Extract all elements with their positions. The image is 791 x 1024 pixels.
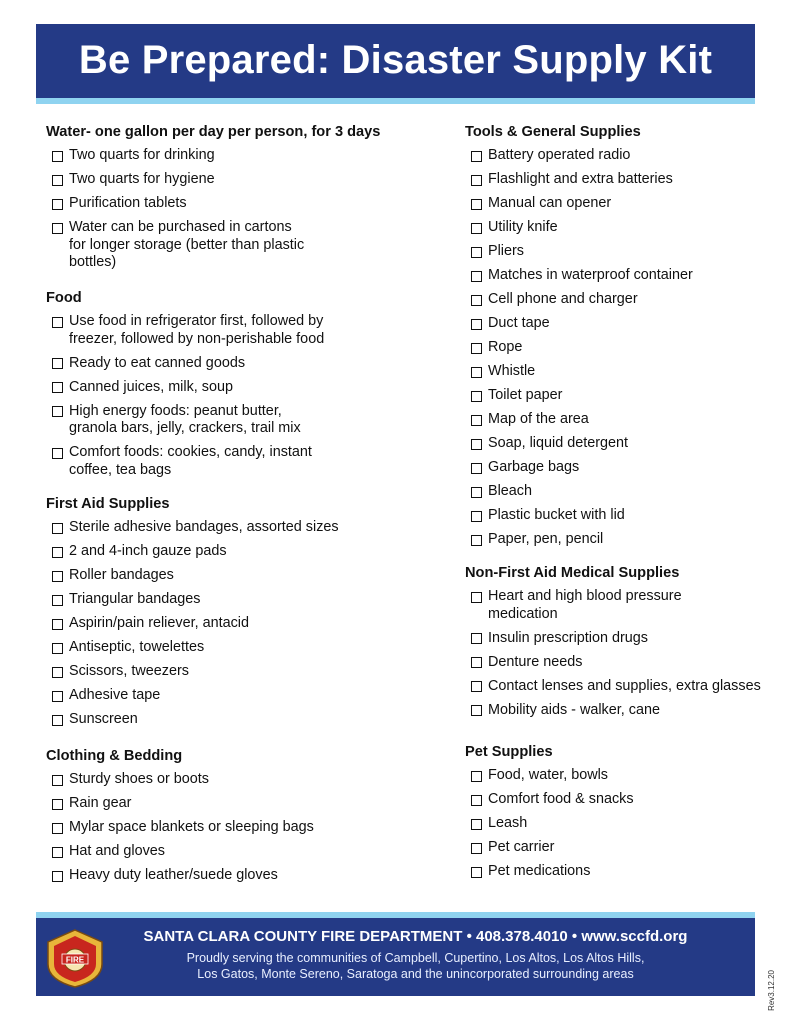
checkbox[interactable] (471, 199, 482, 210)
section-tools-general (465, 124, 765, 555)
checklist-item (46, 195, 436, 213)
item-label: Purification tablets (69, 195, 187, 211)
item-label: Cell phone and charger (488, 291, 638, 307)
checkbox[interactable] (471, 151, 482, 162)
checklist-item (465, 339, 765, 357)
item-label: Garbage bags (488, 459, 580, 475)
checkbox[interactable] (52, 715, 63, 726)
checkbox[interactable] (471, 633, 482, 644)
item-label: Scissors, tweezers (69, 663, 189, 679)
checklist (465, 147, 765, 549)
checkbox[interactable] (52, 547, 63, 558)
checkbox[interactable] (471, 705, 482, 716)
item-label: Aspirin/pain reliever, antacid (69, 615, 249, 631)
checklist (465, 588, 765, 719)
checkbox[interactable] (52, 823, 63, 834)
checkbox[interactable] (471, 319, 482, 330)
checklist (46, 147, 436, 272)
item-label: Leash (488, 815, 528, 831)
section-pet-supplies (465, 744, 765, 887)
checklist-item (46, 687, 436, 705)
checklist-item (465, 483, 765, 501)
checkbox[interactable] (52, 406, 63, 417)
checklist-item (46, 795, 436, 813)
checklist-item (465, 815, 765, 833)
section-title: Water- one gallon per day per person, for 3 days (46, 124, 381, 140)
section-title: Clothing & Bedding (46, 748, 183, 764)
checkbox[interactable] (471, 271, 482, 282)
checkbox[interactable] (471, 843, 482, 854)
item-label: Duct tape (488, 315, 550, 331)
item-label: Contact lenses and supplies, extra glasses (488, 677, 761, 694)
checklist-item (465, 531, 765, 549)
item-label: Map of the area (488, 411, 589, 427)
section-water (46, 124, 436, 278)
item-label: Two quarts for drinking (69, 147, 215, 163)
checklist-item (465, 654, 765, 672)
checkbox[interactable] (471, 415, 482, 426)
item-label: Sturdy shoes or boots (69, 771, 209, 787)
item-label: Heart and high blood pressure medication (488, 588, 682, 622)
item-label: Hat and gloves (69, 843, 165, 859)
section-title: First Aid Supplies (46, 496, 170, 512)
checklist (46, 771, 436, 885)
item-label: Utility knife (488, 219, 558, 235)
checkbox[interactable] (52, 847, 63, 858)
checkbox[interactable] (52, 691, 63, 702)
page-footer (36, 912, 755, 996)
page-header (36, 24, 755, 104)
item-label: Roller bandages (69, 567, 174, 583)
checklist-item (465, 267, 765, 285)
checklist-item (465, 791, 765, 809)
footer-accent-stripe (36, 912, 755, 918)
checklist (46, 313, 436, 479)
section-clothing-bedding (46, 748, 436, 891)
checkbox[interactable] (471, 247, 482, 258)
checklist-item (465, 588, 765, 623)
section-first-aid (46, 496, 436, 735)
checklist-item (46, 313, 436, 348)
revision-label: Rev3.12.20 (767, 970, 776, 1011)
checkbox[interactable] (471, 223, 482, 234)
item-label: Ready to eat canned goods (69, 354, 246, 371)
checklist-item (46, 171, 436, 189)
checklist-item (465, 839, 765, 857)
header-accent-stripe (36, 98, 755, 104)
checklist-item (46, 444, 436, 479)
checklist-item (46, 711, 436, 729)
checkbox[interactable] (52, 223, 63, 234)
checklist-item (465, 243, 765, 261)
checklist-item (465, 863, 765, 881)
item-label: Heavy duty leather/suede gloves (69, 867, 278, 883)
section-title: Tools & General Supplies (465, 124, 641, 140)
item-label: Sterile adhesive bandages, assorted sizes (69, 519, 339, 535)
checklist-item (465, 171, 765, 189)
checklist-item (46, 843, 436, 861)
section-title: Food (46, 290, 82, 306)
item-label: Toilet paper (488, 387, 563, 403)
section-non-first-aid-medical (465, 565, 765, 726)
checkbox[interactable] (52, 667, 63, 678)
checklist-item (46, 867, 436, 885)
checkbox[interactable] (52, 619, 63, 630)
checklist-item (46, 379, 436, 397)
checkbox[interactable] (471, 295, 482, 306)
checkbox[interactable] (471, 657, 482, 668)
checkbox[interactable] (52, 775, 63, 786)
checklist-item (465, 702, 765, 720)
section-title: Non-First Aid Medical Supplies (465, 565, 680, 581)
checkbox[interactable] (471, 439, 482, 450)
item-label: Insulin prescription drugs (488, 629, 648, 646)
item-label: Whistle (488, 363, 536, 379)
item-label: Water can be purchased in cartons for longer storage (better than plastic bottles) (69, 219, 305, 270)
fire-department-badge-icon (42, 926, 108, 990)
checkbox[interactable] (471, 487, 482, 498)
section-food (46, 290, 436, 486)
checkbox[interactable] (471, 343, 482, 354)
checkbox[interactable] (52, 151, 63, 162)
checkbox[interactable] (471, 535, 482, 546)
item-label: Mylar space blankets or sleeping bags (69, 819, 314, 835)
checkbox[interactable] (52, 175, 63, 186)
checklist-item (465, 315, 765, 333)
item-label: Manual can opener (488, 195, 612, 211)
item-label: Comfort foods: cookies, candy, instant coffee, tea bags (69, 444, 312, 478)
checklist-item (465, 195, 765, 213)
checklist-item (465, 435, 765, 453)
checklist-item (465, 219, 765, 237)
checklist-item (465, 767, 765, 785)
checkbox[interactable] (471, 463, 482, 474)
item-label: Antiseptic, towelettes (69, 639, 205, 655)
checklist-item (46, 615, 436, 633)
checklist-item (465, 507, 765, 525)
checkbox[interactable] (471, 391, 482, 402)
checkbox[interactable] (52, 799, 63, 810)
checkbox[interactable] (471, 681, 482, 692)
item-label: Pliers (488, 243, 524, 259)
item-label: Flashlight and extra batteries (488, 171, 673, 187)
item-label: 2 and 4-inch gauze pads (69, 543, 227, 559)
item-label: Denture needs (488, 653, 583, 670)
item-label: Battery operated radio (488, 147, 631, 163)
checklist-item (465, 459, 765, 477)
item-label: Rain gear (69, 795, 132, 811)
item-label: Bleach (488, 483, 533, 499)
item-label: Comfort food & snacks (488, 791, 634, 807)
item-label: Matches in waterproof container (488, 267, 693, 283)
checkbox[interactable] (52, 358, 63, 369)
checklist-item (465, 147, 765, 165)
checkbox[interactable] (52, 871, 63, 882)
checklist-item (465, 291, 765, 309)
item-label: Sunscreen (69, 711, 138, 727)
checklist-item (46, 403, 436, 438)
item-label: Adhesive tape (69, 687, 161, 703)
checkbox[interactable] (471, 771, 482, 782)
item-label: Plastic bucket with lid (488, 507, 625, 523)
checkbox[interactable] (52, 571, 63, 582)
checkbox[interactable] (52, 523, 63, 534)
checklist-item (46, 663, 436, 681)
checklist-item (46, 591, 436, 609)
item-label: Two quarts for hygiene (69, 171, 215, 187)
item-label: Soap, liquid detergent (488, 435, 629, 451)
item-label: High energy foods: peanut butter, granola bars, jelly, crackers, trail mix (69, 402, 301, 436)
checklist-item (46, 567, 436, 585)
item-label: Mobility aids - walker, cane (488, 701, 660, 718)
checklist-item (46, 639, 436, 657)
item-label: Canned juices, milk, soup (69, 378, 233, 395)
checklist-item (465, 411, 765, 429)
checklist (46, 519, 436, 729)
checkbox[interactable] (52, 448, 63, 459)
checkbox[interactable] (471, 367, 482, 378)
checklist-item (46, 819, 436, 837)
checkbox[interactable] (52, 199, 63, 210)
department-contact-line: SANTA CLARA COUNTY FIRE DEPARTMENT • 408.378.4010 • www.sccfd.org (143, 928, 688, 945)
checkbox[interactable] (471, 175, 482, 186)
checklist-item (46, 519, 436, 537)
checkbox[interactable] (52, 595, 63, 606)
item-label: Rope (488, 339, 523, 355)
checklist-item (46, 219, 436, 272)
checklist-item (465, 678, 765, 696)
item-label: Pet carrier (488, 839, 555, 855)
section-title: Pet Supplies (465, 744, 553, 760)
checklist-item (465, 630, 765, 648)
checkbox[interactable] (471, 511, 482, 522)
checkbox[interactable] (471, 819, 482, 830)
checkbox[interactable] (52, 643, 63, 654)
service-area-text: Proudly serving the communities of Campbell, Cupertino, Los Altos, Los Altos Hills, Los Gatos, Monte Sereno, Saratoga and the unincorporated surrounding areas (186, 951, 645, 981)
page-title: Be Prepared: Disaster Supply Kit (78, 38, 713, 82)
item-label: Food, water, bowls (488, 767, 608, 783)
checkbox[interactable] (52, 317, 63, 328)
checklist-item (46, 543, 436, 561)
checkbox[interactable] (52, 382, 63, 393)
checklist-item (465, 387, 765, 405)
checkbox[interactable] (471, 795, 482, 806)
svg-text:FIRE: FIRE (65, 955, 85, 965)
item-label: Triangular bandages (69, 591, 201, 607)
checkbox[interactable] (471, 592, 482, 603)
checklist-item (46, 771, 436, 789)
checklist-item (46, 355, 436, 373)
checklist (465, 767, 765, 881)
item-label: Pet medications (488, 863, 591, 879)
checklist-item (465, 363, 765, 381)
item-label: Paper, pen, pencil (488, 531, 604, 547)
checklist-item (46, 147, 436, 165)
checkbox[interactable] (471, 867, 482, 878)
item-label: Use food in refrigerator first, followed by freezer, followed by non-perishable food (69, 313, 325, 347)
